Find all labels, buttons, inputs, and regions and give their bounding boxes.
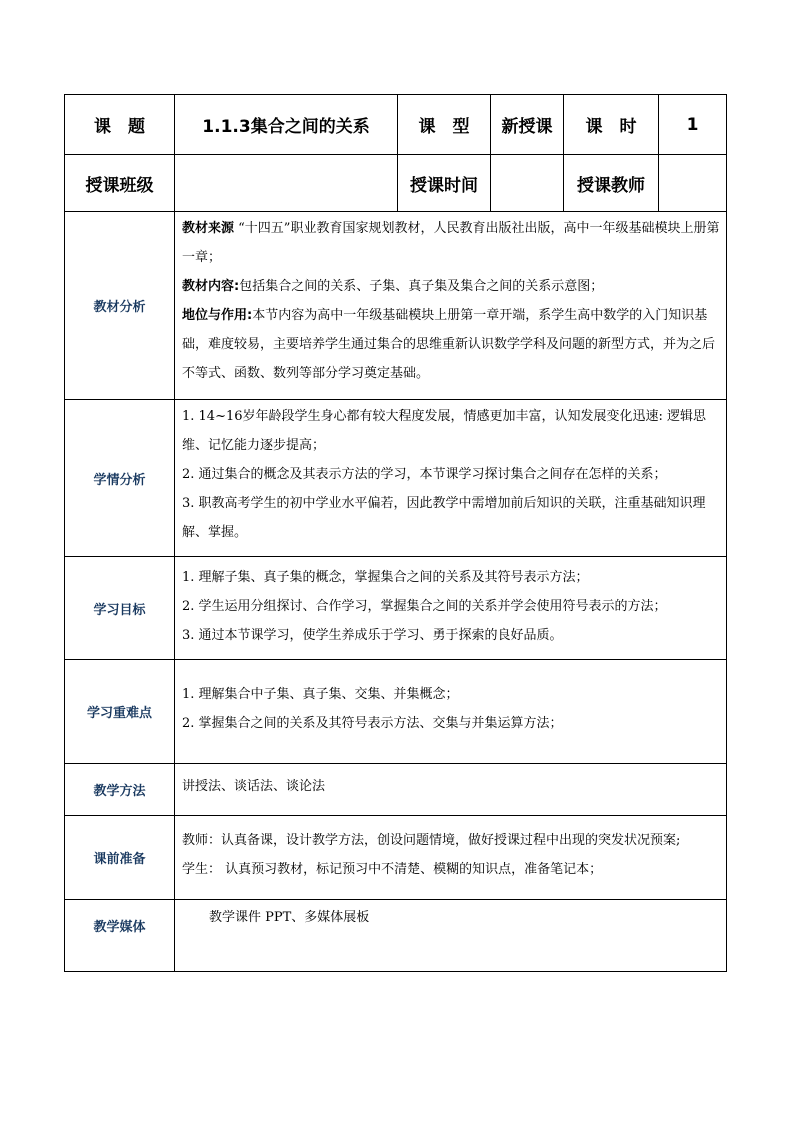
preparation-label: 课前准备 xyxy=(65,816,175,900)
lesson-type-value: 新授课 xyxy=(491,95,564,155)
teaching-methods-label: 教学方法 xyxy=(65,764,175,816)
goal-item: 3. 通过本节课学习，使学生养成乐于学习、勇于探索的良好品质。 xyxy=(182,628,563,643)
teacher-value xyxy=(659,155,727,212)
header-row-1 xyxy=(65,95,727,155)
teacher-label: 授课教师 xyxy=(564,155,659,212)
material-role xyxy=(182,301,722,388)
teaching-media-content xyxy=(175,900,727,972)
material-content-text: 包括集合之间的关系、子集、真子集及集合之间的关系示意图； xyxy=(239,279,604,294)
teaching-time-label: 授课时间 xyxy=(398,155,491,212)
student-item: 1. 14~16岁年龄段学生身心都有较大程度发展，情感更加丰富，认知发展变化迅速: 逻辑思维、记忆能力逐步提高； xyxy=(182,409,707,453)
preparation-student: 学生： 认真预习教材，标记预习中不清楚、模糊的知识点，准备笔记本； xyxy=(182,862,603,877)
material-source-key: 教材来源 xyxy=(182,221,235,236)
lesson-type-label: 课 型 xyxy=(398,95,491,155)
material-analysis-label: 教材分析 xyxy=(65,212,175,400)
key-points-row xyxy=(65,660,727,764)
teaching-media-label: 教学媒体 xyxy=(65,900,175,972)
material-content-key: 教材内容: xyxy=(182,279,240,294)
material-source xyxy=(182,214,722,272)
teaching-time-value xyxy=(491,155,564,212)
material-role-key: 地位与作用: xyxy=(182,308,253,323)
key-points-label: 学习重难点 xyxy=(65,660,175,764)
key-point-item: 2. 掌握集合之间的关系及其符号表示方法、交集与并集运算方法； xyxy=(182,716,563,731)
class-hours-value: 1 xyxy=(659,95,727,155)
teaching-methods-text: 讲授法、谈话法、谈论法 xyxy=(182,779,326,794)
student-analysis-label: 学情分析 xyxy=(65,400,175,557)
key-point-item: 1. 理解集合中子集、真子集、交集、并集概念； xyxy=(182,687,459,702)
topic-value: 1.1.3集合之间的关系 xyxy=(175,95,398,155)
goal-item: 1. 理解子集、真子集的概念，掌握集合之间的关系及其符号表示方法； xyxy=(182,570,589,585)
preparation-row xyxy=(65,816,727,900)
preparation-teacher: 教师：认真备课，设计教学方法，创设问题情境，做好授课过程中出现的突发状况预案; xyxy=(182,833,681,848)
material-source-text: “十四五”职业教育国家规划教材，人民教育出版社出版，高中一年级基础模块上册第一章； xyxy=(182,221,720,265)
teaching-methods-content xyxy=(175,764,727,816)
material-content xyxy=(182,272,722,301)
teaching-media-text: 教学课件 PPT、多媒体展板 xyxy=(209,910,370,925)
preparation-content xyxy=(175,816,727,900)
key-points-content xyxy=(175,660,727,764)
class-value xyxy=(175,155,398,212)
student-item: 3. 职教高考学生的初中学业水平偏若，因此教学中需增加前后知识的关联，注重基础知识理解、掌握。 xyxy=(182,496,706,540)
student-analysis-content xyxy=(175,400,727,557)
material-role-text: 本节内容为高中一年级基础模块上册第一章开端，系学生高中数学的入门知识基础，难度较易，主要培养学生通过集合的思维重新认识数学学科及问题的新型方式，并为之后不等式、函数、数列等部分学习奠定基础。 xyxy=(182,308,716,381)
class-label: 授课班级 xyxy=(65,155,175,212)
student-item: 2. 通过集合的概念及其表示方法的学习，本节课学习探讨集合之间存在怎样的关系； xyxy=(182,467,667,482)
teaching-methods-row xyxy=(65,764,727,816)
class-hours-label: 课 时 xyxy=(564,95,659,155)
topic-label: 课 题 xyxy=(65,95,175,155)
learning-goals-label: 学习目标 xyxy=(65,557,175,660)
teaching-media-row xyxy=(65,900,727,972)
learning-goals-content xyxy=(175,557,727,660)
lesson-plan-table xyxy=(64,94,727,972)
material-analysis-content xyxy=(175,212,727,400)
header-row-2 xyxy=(65,155,727,212)
student-analysis-row xyxy=(65,400,727,557)
learning-goals-row xyxy=(65,557,727,660)
material-analysis-row xyxy=(65,212,727,400)
goal-item: 2. 学生运用分组探讨、合作学习，掌握集合之间的关系并学会使用符号表示的方法； xyxy=(182,599,667,614)
